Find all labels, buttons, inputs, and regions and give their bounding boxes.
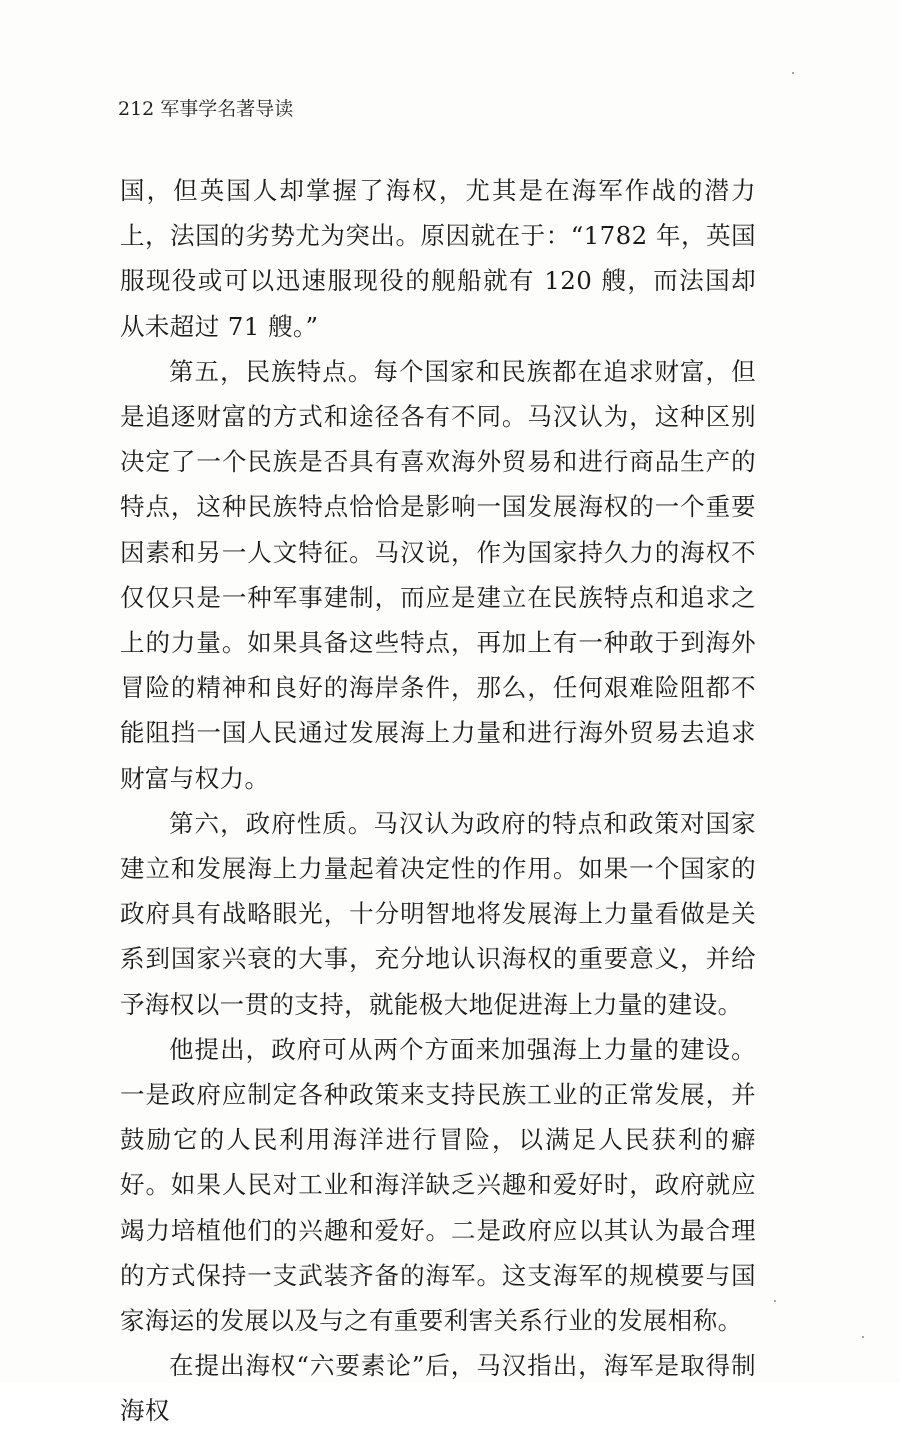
paragraph: 他提出，政府可从两个方面来加强海上力量的建设。一是政府应制定各种政策来支持民族工业的正常发展，并鼓励它的人民利用海洋进行冒险，以满足人民获利的癖好。如果人民对工业和海洋缺乏兴趣和爱好时，政府就应竭力培植他们的兴趣和爱好。二是政府应以其认为最合理的方式保持一支武装齐备的海军。这支海军的规模要与国家海运的发展以及与之有重要利害关系行业的发展相称。 [120, 1034, 756, 1336]
body-text [120, 168, 756, 1434]
scan-speck [862, 1336, 864, 1338]
running-head [118, 97, 293, 121]
paragraph: 第六，政府性质。马汉认为政府的特点和政策对国家建立和发展海上力量起着决定性的作用。如果一个国家的政府具有战略眼光，十分明智地将发展海上力量看做是关系到国家兴衰的大事，充分地认识海权的重要意义，并给予海权以一贯的支持，就能极大地促进海上力量的建设。 [120, 808, 756, 1019]
paragraph: 第五，民族特点。每个国家和民族都在追求财富，但是追逐财富的方式和途径各有不同。马汉认为，这种区别决定了一个民族是否具有喜欢海外贸易和进行商品生产的特点，这种民族特点恰恰是影响一国发展海权的一个重要因素和另一人文特征。马汉说，作为国家持久力的海权不仅仅只是一种军事建制，而应是建立在民族特点和追求之上的力量。如果具备这些特点，再加上有一种敢于到海外冒险的精神和良好的海岸条件，那么，任何艰难险阻都不能阻挡一国人民通过发展海上力量和进行海外贸易去追求财富与权力。 [120, 356, 756, 793]
scan-speck [774, 1300, 776, 1302]
scan-speck [792, 72, 794, 74]
paragraph: 国，但英国人却掌握了海权，尤其是在海军作战的潜力上，法国的劣势尤为突出。原因就在于：“1782 年，英国服现役或可以迅速服现役的舰船就有 120 艘，而法国却从未超过 71 艘。” [120, 176, 756, 341]
book-title: 军事学名著导读 [160, 98, 294, 120]
page-number: 212 [118, 98, 155, 120]
paragraph: 在提出海权“六要素论”后，马汉指出，海军是取得制海权 [120, 1351, 756, 1426]
